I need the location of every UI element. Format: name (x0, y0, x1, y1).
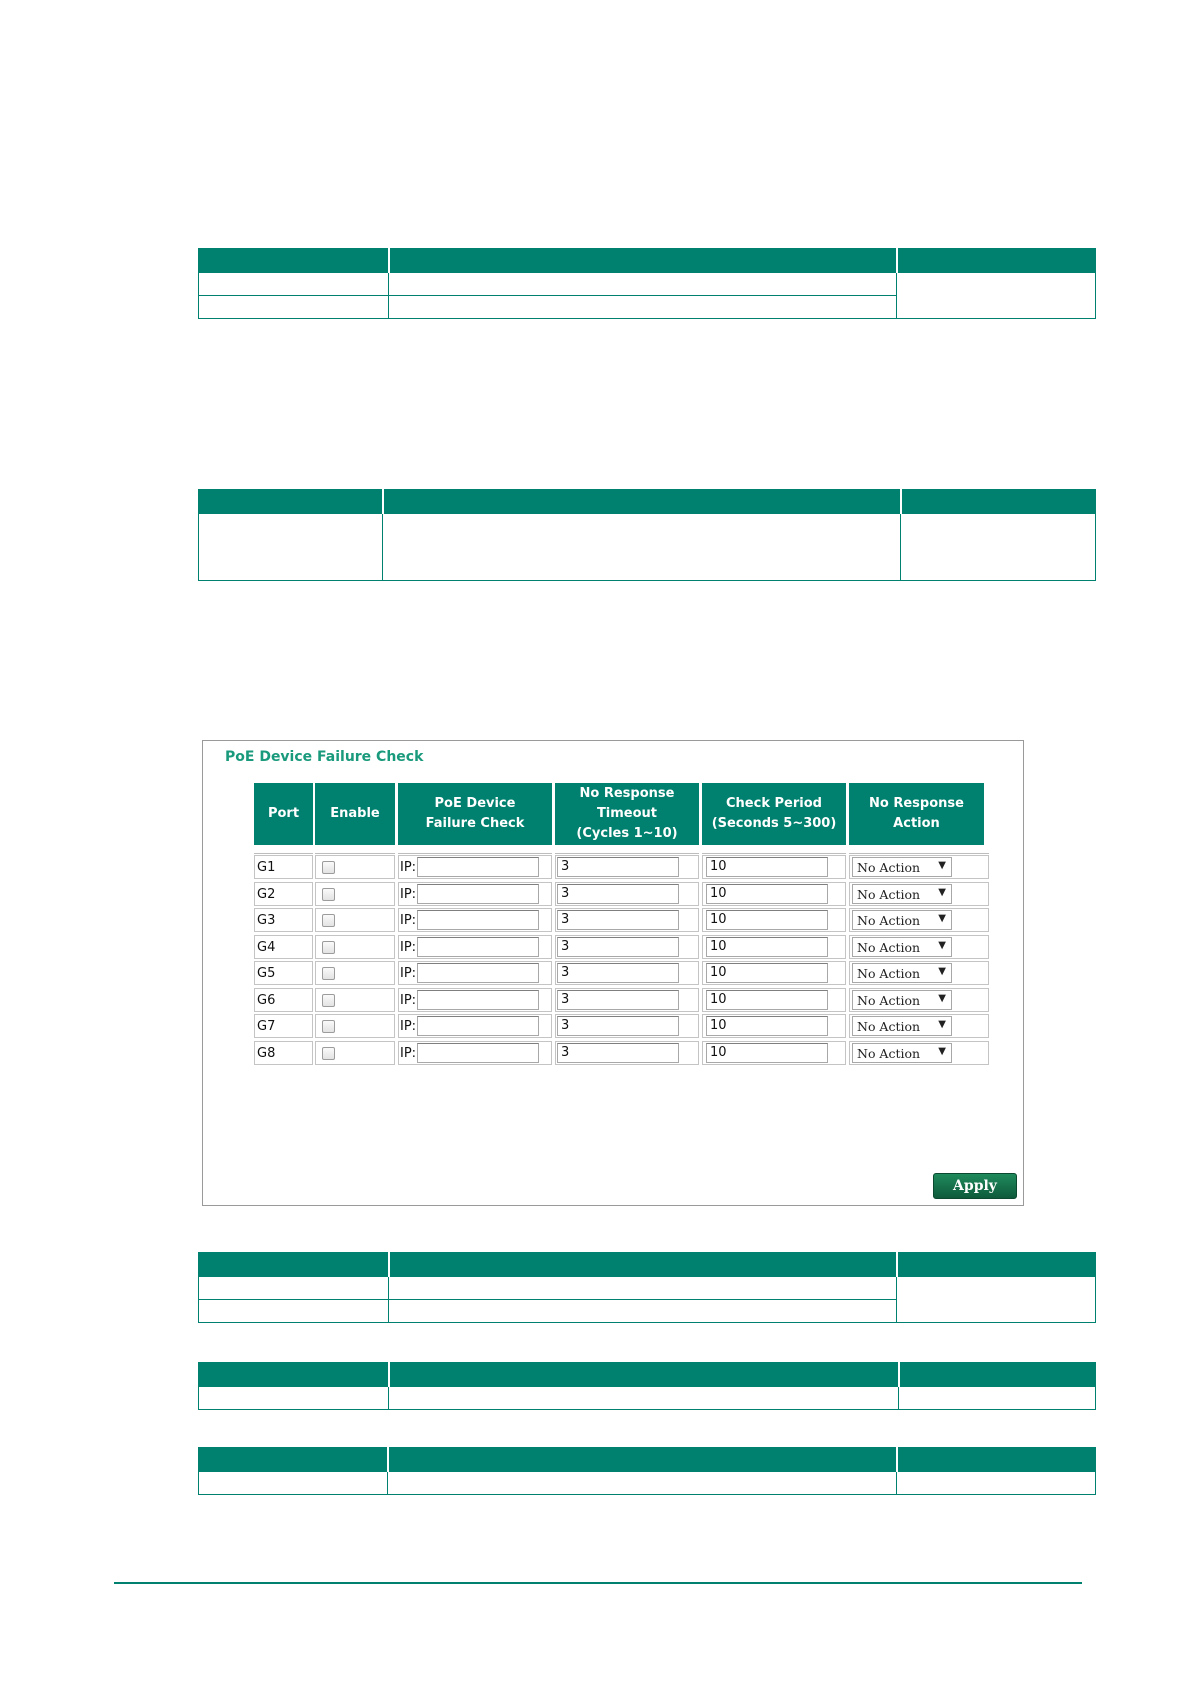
enable-checkbox[interactable] (322, 994, 335, 1007)
action-select-value: No Action (857, 886, 921, 902)
ip-label: IP: (400, 1045, 417, 1061)
action-select-value: No Action (857, 1045, 921, 1061)
action-select[interactable] (852, 1016, 952, 1036)
period-input[interactable]: 10 (706, 910, 828, 930)
table-row (203, 961, 1025, 987)
enable-checkbox[interactable] (322, 861, 335, 874)
header-timeout: No Response Timeout (Cycles 1~10) (555, 783, 699, 845)
period-input[interactable]: 10 (706, 1016, 828, 1036)
timeout-input[interactable]: 3 (557, 937, 679, 957)
triangle-down-icon: ▼ (938, 1045, 946, 1057)
port-label: G4 (257, 939, 276, 955)
ip-input[interactable] (417, 963, 539, 983)
table-header-cell (899, 1363, 1096, 1387)
action-select[interactable] (852, 884, 952, 904)
action-select[interactable] (852, 857, 952, 877)
ip-input[interactable] (417, 884, 539, 904)
header-enable: Enable (315, 783, 395, 845)
table-header-cell (897, 1253, 1096, 1277)
table-cell (901, 514, 1096, 581)
action-select-value: No Action (857, 966, 921, 981)
doc-table-2 (198, 489, 1096, 581)
table-cell (389, 273, 897, 296)
table-cell (199, 1472, 388, 1495)
port-label: G7 (257, 1019, 276, 1034)
panel-title: PoE Device Failure Check (225, 749, 424, 765)
footer-rule (114, 1582, 1082, 1584)
table-header-cell (389, 249, 897, 273)
table-header-cell (897, 249, 1096, 273)
timeout-input[interactable]: 3 (557, 990, 679, 1010)
table-cell (389, 1300, 897, 1323)
table-cell (897, 1472, 1096, 1495)
period-input[interactable]: 10 (706, 1043, 828, 1063)
table-header-cell (389, 1253, 897, 1277)
port-label: G8 (257, 1045, 276, 1061)
triangle-down-icon: ▼ (938, 913, 946, 924)
period-input[interactable]: 10 (706, 937, 828, 957)
table-cell (897, 273, 1096, 319)
period-input[interactable]: 10 (706, 990, 828, 1010)
enable-checkbox[interactable] (322, 967, 335, 980)
port-label: G1 (257, 860, 276, 875)
action-select-value: No Action (857, 939, 921, 955)
table-header-cell (199, 1448, 388, 1472)
doc-table-5 (198, 1447, 1096, 1495)
table-cell (199, 514, 383, 581)
action-select[interactable] (852, 990, 952, 1010)
table-row (203, 935, 1025, 961)
period-input[interactable]: 10 (706, 884, 828, 904)
port-label: G3 (257, 913, 276, 928)
triangle-down-icon: ▼ (938, 1019, 946, 1030)
action-select-value: No Action (857, 913, 921, 928)
doc-table-4 (198, 1362, 1096, 1410)
action-select-value: No Action (857, 1019, 921, 1034)
ip-input[interactable] (417, 910, 539, 930)
action-select[interactable] (852, 1043, 952, 1063)
table-cell (388, 1472, 897, 1495)
table-cell (389, 1277, 897, 1300)
timeout-input[interactable]: 3 (557, 857, 679, 877)
apply-button[interactable]: Apply (933, 1173, 1017, 1199)
triangle-down-icon: ▼ (938, 966, 946, 977)
table-header-cell (199, 490, 383, 514)
table-header-cell (383, 490, 901, 514)
table-cell (389, 296, 897, 319)
table-cell (899, 1387, 1096, 1410)
triangle-down-icon: ▼ (938, 886, 946, 898)
timeout-input[interactable]: 3 (557, 1043, 679, 1063)
table-row (203, 882, 1025, 908)
header-action: No Response Action (849, 783, 984, 845)
header-check-period: Check Period (Seconds 5~300) (702, 783, 846, 845)
ip-label: IP: (400, 860, 417, 875)
table-header-cell (199, 249, 389, 273)
table-row (203, 1014, 1025, 1040)
action-select[interactable] (852, 910, 952, 930)
table-header-cell (389, 1363, 899, 1387)
action-select[interactable] (852, 963, 952, 983)
ip-label: IP: (400, 992, 417, 1008)
period-input[interactable]: 10 (706, 963, 828, 983)
doc-table-1 (198, 248, 1096, 319)
timeout-input[interactable]: 3 (557, 910, 679, 930)
ip-input[interactable] (417, 990, 539, 1010)
table-cell (389, 1387, 899, 1410)
table-cell (199, 296, 389, 319)
action-select-value: No Action (857, 992, 921, 1008)
ip-input[interactable] (417, 1043, 539, 1063)
table-cell (199, 273, 389, 296)
ip-input[interactable] (417, 857, 539, 877)
action-select-value: No Action (857, 860, 921, 875)
timeout-input[interactable]: 3 (557, 884, 679, 904)
action-select[interactable] (852, 937, 952, 957)
enable-checkbox[interactable] (322, 1020, 335, 1033)
enable-checkbox[interactable] (322, 914, 335, 927)
ip-label: IP: (400, 939, 417, 955)
table-header-cell (388, 1448, 897, 1472)
enable-checkbox[interactable] (322, 888, 335, 901)
timeout-input[interactable]: 3 (557, 1016, 679, 1036)
table-row (203, 1041, 1025, 1067)
header-port: Port (254, 783, 313, 845)
table-cell (199, 1277, 389, 1300)
table-header-cell (199, 1253, 389, 1277)
port-label: G5 (257, 966, 276, 981)
table-header-cell (901, 490, 1096, 514)
enable-checkbox[interactable] (322, 941, 335, 954)
ip-input[interactable] (417, 937, 539, 957)
doc-table-3 (198, 1252, 1096, 1323)
triangle-down-icon: ▼ (938, 860, 946, 871)
table-cell (199, 1300, 389, 1323)
ip-label: IP: (400, 886, 417, 902)
table-cell (199, 1387, 389, 1410)
table-row (203, 908, 1025, 934)
timeout-input[interactable]: 3 (557, 963, 679, 983)
triangle-down-icon: ▼ (938, 992, 946, 1004)
period-input[interactable]: 10 (706, 857, 828, 877)
table-cell (383, 514, 901, 581)
ip-label: IP: (400, 966, 417, 981)
table-header-cell (199, 1363, 389, 1387)
table-row (203, 988, 1025, 1014)
poe-failure-check-panel (202, 740, 1024, 1206)
ip-label: IP: (400, 1019, 417, 1034)
table-row (203, 855, 1025, 881)
enable-checkbox[interactable] (322, 1047, 335, 1060)
port-label: G6 (257, 992, 276, 1008)
triangle-down-icon: ▼ (938, 939, 946, 951)
table-header-cell (897, 1448, 1096, 1472)
port-label: G2 (257, 886, 276, 902)
ip-input[interactable] (417, 1016, 539, 1036)
ip-label: IP: (400, 913, 417, 928)
header-failure-check: PoE Device Failure Check (398, 783, 552, 845)
table-cell (897, 1277, 1096, 1323)
